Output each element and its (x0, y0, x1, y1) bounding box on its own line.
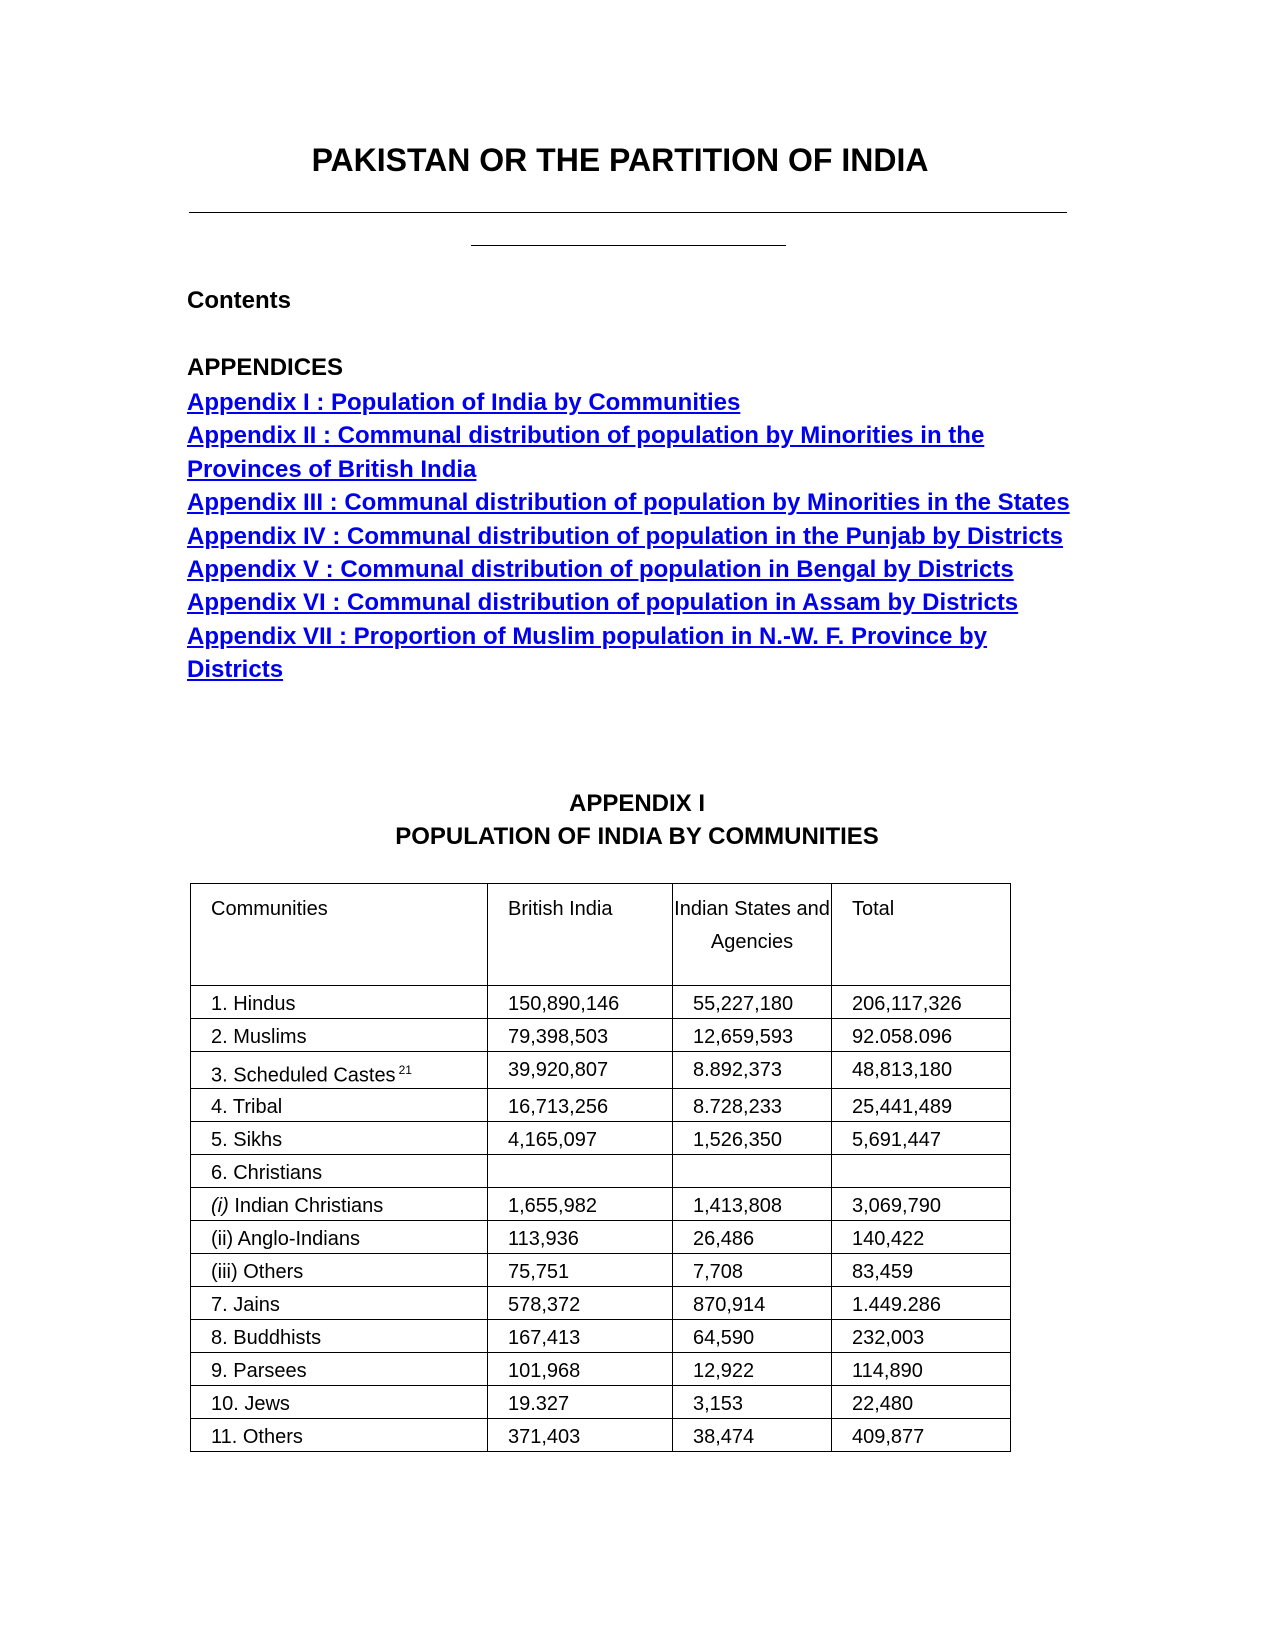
community-name: (ii) Anglo-Indians (191, 1220, 488, 1253)
indian-states-value: 38,474 (673, 1418, 832, 1451)
indian-states-value: 12,922 (673, 1352, 832, 1385)
appendix-link-item (187, 419, 1087, 486)
community-name: (iii) Others (191, 1253, 488, 1286)
british-india-value: 39,920,807 (488, 1052, 673, 1089)
table-row (191, 1319, 1011, 1352)
appendix-2-link[interactable]: Appendix II : Communal distribution of population by Minorities in the Provinces of British India (187, 422, 985, 483)
total-value: 409,877 (832, 1418, 1011, 1451)
indian-states-value: 870,914 (673, 1286, 832, 1319)
community-prefix: (i) (211, 1194, 229, 1217)
appendix-heading: APPENDIX I (568, 790, 706, 817)
british-india-value: 578,372 (488, 1286, 673, 1319)
table-row (191, 1253, 1011, 1286)
table-row (191, 1154, 1011, 1187)
community-name: Indian Christians (228, 1194, 384, 1217)
british-india-value: 150,890,146 (488, 986, 673, 1019)
appendix-subheading: POPULATION OF INDIA BY COMMUNITIES (395, 823, 879, 850)
appendix-1-link[interactable]: Appendix I : Population of India by Communities (187, 389, 741, 416)
appendix-7-link[interactable]: Appendix VII : Proportion of Muslim population in N.-W. F. Province by Districts (187, 622, 988, 684)
british-india-value: 167,413 (488, 1319, 673, 1352)
appendix-link-item (187, 620, 1087, 687)
community-name: 11. Others (191, 1418, 488, 1451)
appendix-title-block (0, 787, 1274, 853)
community-name: 3. Scheduled Castes (211, 1064, 396, 1087)
appendix-4-link[interactable]: Appendix IV : Communal distribution of population in the Punjab by Districts (187, 522, 1063, 550)
indian-states-value: 12,659,593 (673, 1019, 832, 1052)
table-row (191, 1121, 1011, 1154)
header-indian-states: Indian States and Agencies (673, 884, 832, 986)
table-row (191, 1418, 1011, 1451)
appendix-link-item (187, 486, 1087, 519)
community-name-cell (191, 1052, 488, 1089)
appendix-link-item (187, 386, 1087, 419)
indian-states-value: 55,227,180 (673, 986, 832, 1019)
contents-heading: Contents (187, 287, 291, 314)
appendix-link-item (187, 520, 1087, 553)
community-name: 10. Jews (191, 1385, 488, 1418)
british-india-value: 19.327 (488, 1385, 673, 1418)
indian-states-value: 1,526,350 (673, 1121, 832, 1154)
header-british-india: British India (488, 884, 673, 986)
community-name: 5. Sikhs (191, 1121, 488, 1154)
community-name: 4. Tribal (191, 1088, 488, 1121)
table-row (191, 986, 1011, 1019)
indian-states-value: 26,486 (673, 1220, 832, 1253)
header-total: Total (832, 884, 1011, 986)
table-row (191, 1019, 1011, 1052)
total-value: 206,117,326 (832, 986, 1011, 1019)
indian-states-value: 8.892,373 (673, 1052, 832, 1089)
population-table (190, 883, 1011, 1452)
community-name: 9. Parsees (191, 1352, 488, 1385)
indian-states-value (673, 1154, 832, 1187)
appendix-link-item (187, 586, 1087, 619)
appendix-link-list (187, 386, 1087, 687)
british-india-value: 75,751 (488, 1253, 673, 1286)
total-value (832, 1154, 1011, 1187)
document-title: PAKISTAN OR THE PARTITION OF INDIA (311, 142, 929, 178)
community-name: 1. Hindus (191, 986, 488, 1019)
total-value: 5,691,447 (832, 1121, 1011, 1154)
british-india-value: 371,403 (488, 1418, 673, 1451)
total-value: 232,003 (832, 1319, 1011, 1352)
indian-states-value: 1,413,808 (673, 1187, 832, 1220)
table-row (191, 1286, 1011, 1319)
british-india-value: 16,713,256 (488, 1088, 673, 1121)
british-india-value: 79,398,503 (488, 1019, 673, 1052)
appendix-link-item (187, 553, 1087, 586)
community-name: 8. Buddhists (191, 1319, 488, 1352)
british-india-value: 1,655,982 (488, 1187, 673, 1220)
indian-states-value: 8.728,233 (673, 1088, 832, 1121)
british-india-value: 113,936 (488, 1220, 673, 1253)
table-row (191, 1052, 1011, 1089)
community-name: 7. Jains (191, 1286, 488, 1319)
footnote-marker: 21 (398, 1063, 412, 1077)
header-communities: Communities (191, 884, 488, 986)
table-row (191, 1088, 1011, 1121)
indian-states-value: 3,153 (673, 1385, 832, 1418)
table-row (191, 1220, 1011, 1253)
table-row (191, 1187, 1011, 1220)
appendix-3-link[interactable]: Appendix III : Communal distribution of population by Minorities in the States (187, 489, 1070, 517)
total-value: 114,890 (832, 1352, 1011, 1385)
table-row (191, 1385, 1011, 1418)
table-header-row (191, 884, 1011, 986)
total-value: 92.058.096 (832, 1019, 1011, 1052)
appendix-6-link[interactable]: Appendix VI : Communal distribution of population in Assam by Districts (187, 589, 1019, 617)
british-india-value: 4,165,097 (488, 1121, 673, 1154)
total-value: 22,480 (832, 1385, 1011, 1418)
british-india-value (488, 1154, 673, 1187)
community-name: 2. Muslims (191, 1019, 488, 1052)
total-value: 3,069,790 (832, 1187, 1011, 1220)
total-value: 1.449.286 (832, 1286, 1011, 1319)
title-rule-short (471, 245, 786, 246)
indian-states-value: 64,590 (673, 1319, 832, 1352)
total-value: 48,813,180 (832, 1052, 1011, 1089)
total-value: 83,459 (832, 1253, 1011, 1286)
table-row (191, 1352, 1011, 1385)
total-value: 25,441,489 (832, 1088, 1011, 1121)
community-name: 6. Christians (191, 1154, 488, 1187)
title-rule-long (189, 212, 1067, 213)
appendix-5-link[interactable]: Appendix V : Communal distribution of population in Bengal by Districts (187, 556, 1014, 584)
british-india-value: 101,968 (488, 1352, 673, 1385)
total-value: 140,422 (832, 1220, 1011, 1253)
indian-states-value: 7,708 (673, 1253, 832, 1286)
community-name-cell (191, 1187, 488, 1220)
appendices-heading: APPENDICES (187, 354, 344, 381)
